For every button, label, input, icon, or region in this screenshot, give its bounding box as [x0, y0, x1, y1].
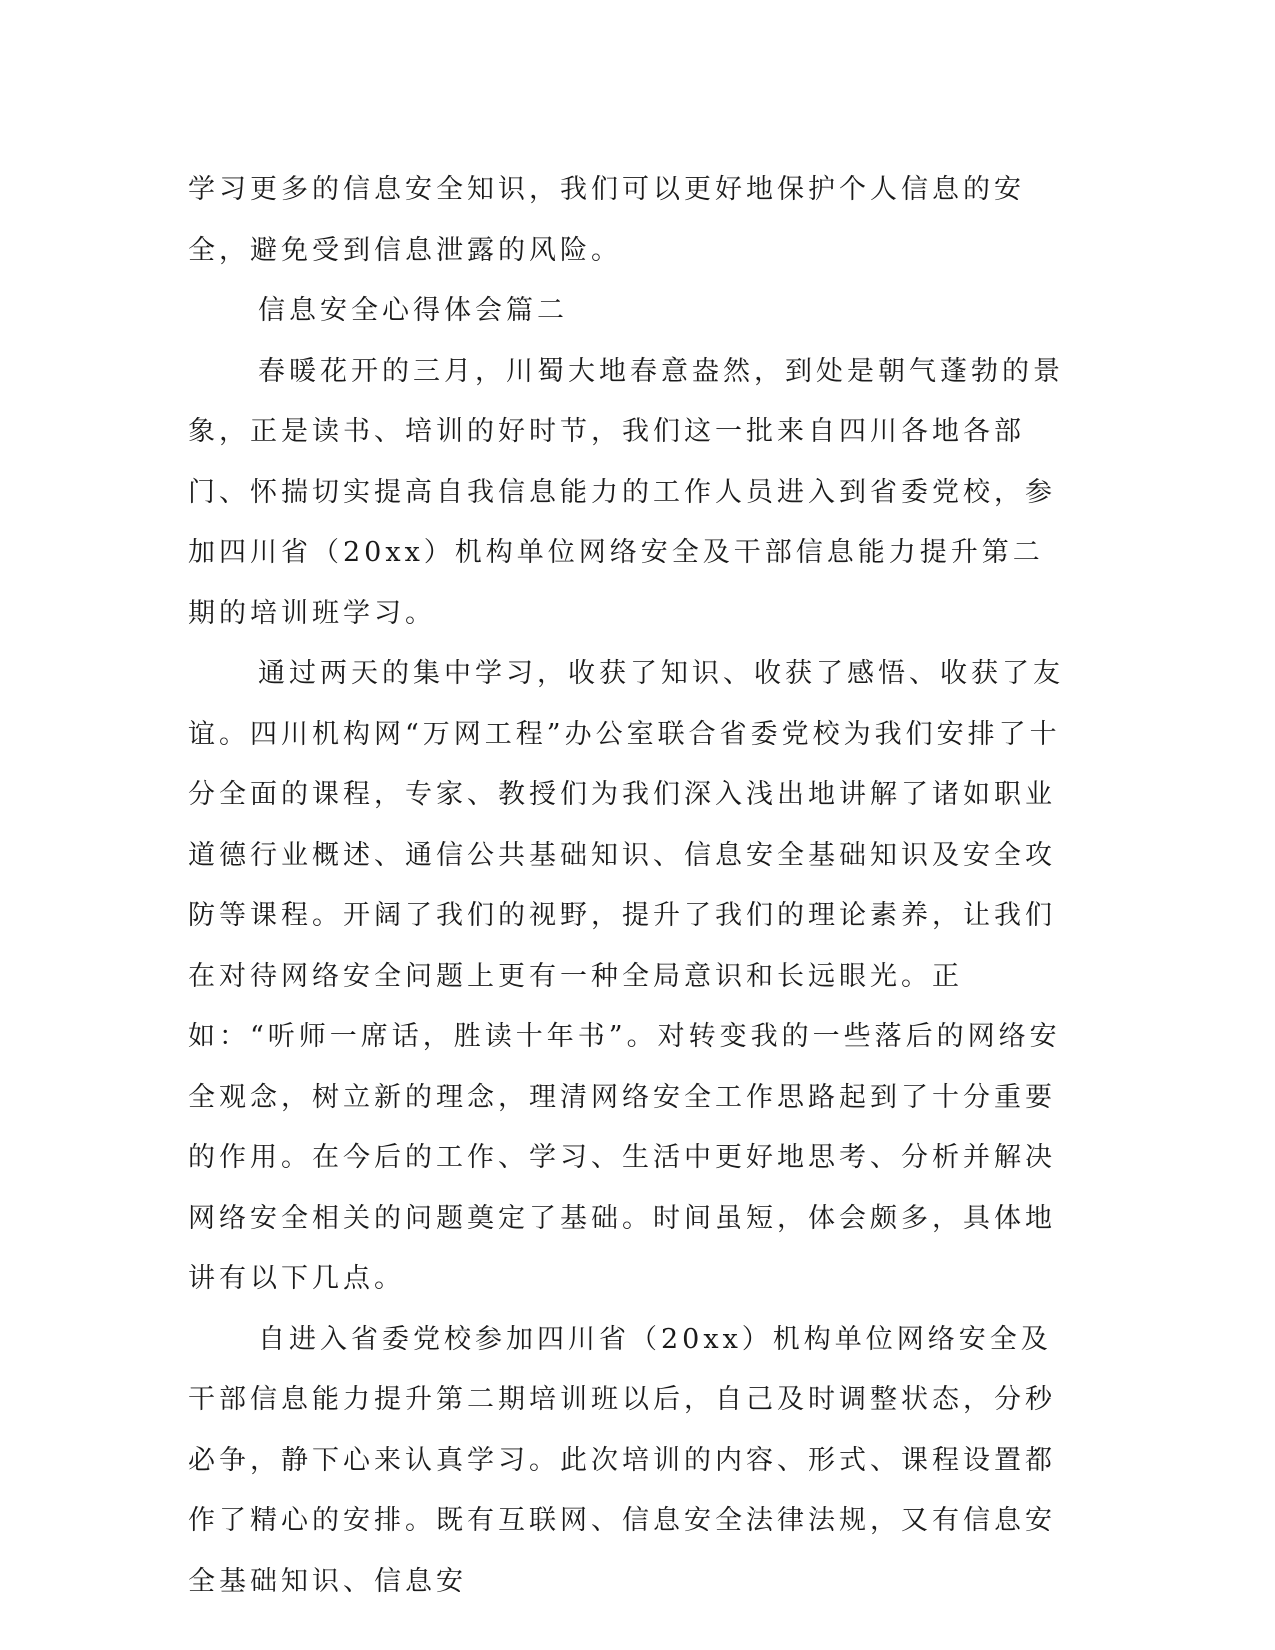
paragraph-intro: 春暖花开的三月，川蜀大地春意盎然，到处是朝气蓬勃的景象，正是读书、培训的好时节，我们这一批来自四川各地各部门、怀揣切实提高自我信息能力的工作人员进入到省委党校，参加四川省（20xx）机构单位网络安全及干部信息能力提升第二期的培训班学习。 — [188, 355, 1064, 629]
section-heading: 信息安全心得体会篇二 — [258, 295, 568, 326]
paragraph-continuation: 学习更多的信息安全知识，我们可以更好地保护个人信息的安全，避免受到信息泄露的风险。 — [188, 174, 1025, 266]
document-body — [188, 160, 1068, 1612]
paragraph-learning: 通过两天的集中学习，收获了知识、收获了感悟、收获了友谊。四川机构网“万网工程”办公室联合省委党校为我们安排了十分全面的课程，专家、教授们为我们深入浅出地讲解了诸如职业道德行业概述、通信公共基础知识、信息安全基础知识及安全攻防等课程。开阔了我们的视野，提升了我们的理论素养，让我们在对待网络安全问题上更有一种全局意识和长远眼光。正如：“听师一席话，胜读十年书”。对转变我的一些落后的网络安全观念，树立新的理念，理清网络安全工作思路起到了十分重要的作用。在今后的工作、学习、生活中更好地思考、分析并解决网络安全相关的问题奠定了基础。时间虽短，体会颇多，具体地讲有以下几点。 — [188, 658, 1064, 1294]
paragraph-training: 自进入省委党校参加四川省（20xx）机构单位网络安全及干部信息能力提升第二期培训班以后，自己及时调整状态，分秒必争，静下心来认真学习。此次培训的内容、形式、课程设置都作了精心的安排。既有互联网、信息安全法律法规，又有信息安全基础知识、信息安 — [188, 1323, 1056, 1597]
